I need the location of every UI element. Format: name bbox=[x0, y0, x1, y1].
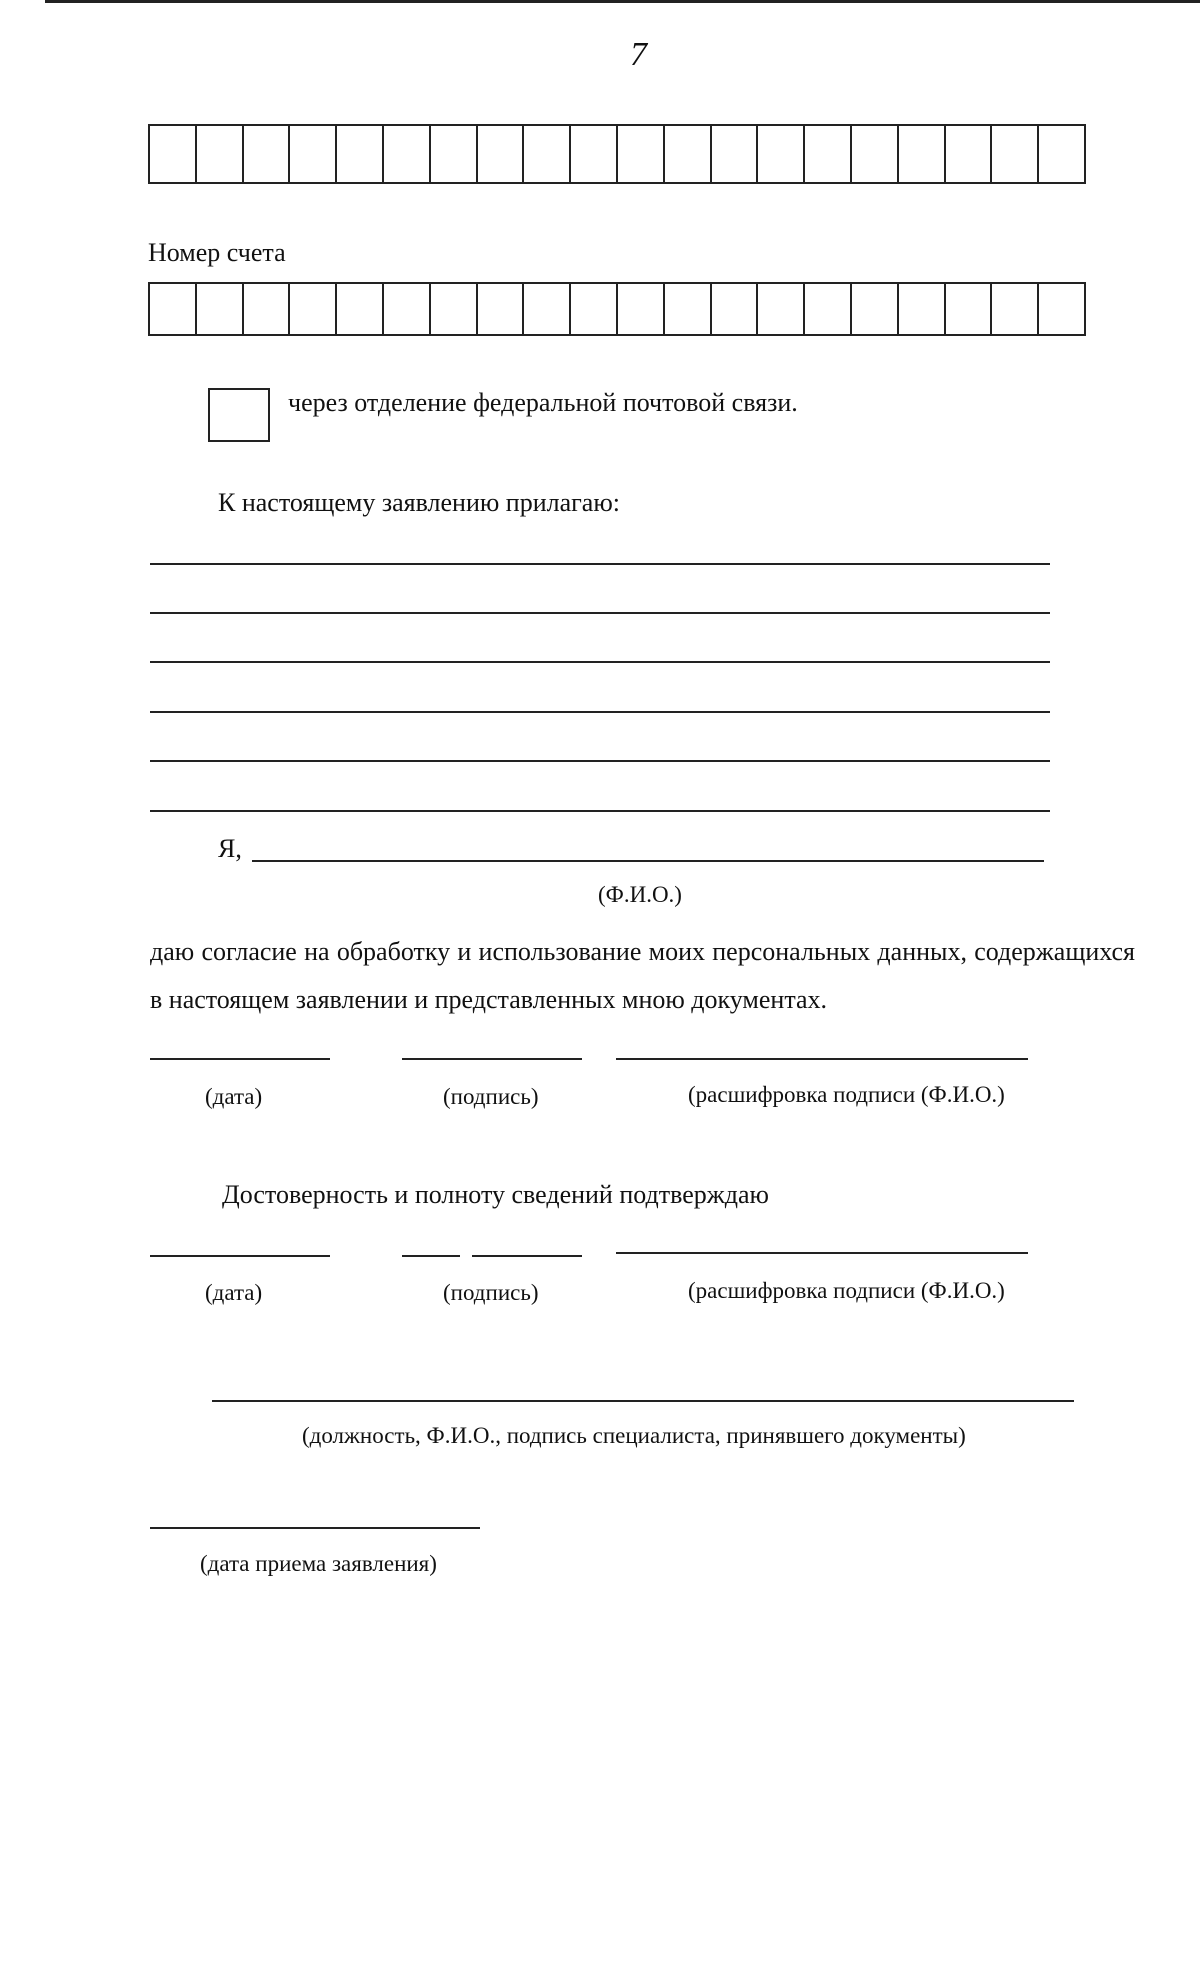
grid-cell[interactable] bbox=[150, 282, 197, 336]
attachment-line[interactable] bbox=[150, 612, 1050, 614]
attachment-line[interactable] bbox=[150, 810, 1050, 812]
attachment-line[interactable] bbox=[150, 760, 1050, 762]
account-number-label: Номер счета bbox=[148, 238, 286, 267]
grid-cell[interactable] bbox=[805, 124, 852, 184]
post-office-checkbox[interactable] bbox=[208, 388, 270, 442]
grid-cell[interactable] bbox=[1039, 124, 1086, 184]
attachment-line[interactable] bbox=[150, 711, 1050, 713]
grid-cell[interactable] bbox=[712, 282, 759, 336]
grid-cell[interactable] bbox=[150, 124, 197, 184]
post-office-label: через отделение федеральной почтовой связи. bbox=[288, 388, 798, 417]
specialist-caption: (должность, Ф.И.О., подпись специалиста, принявшего документы) bbox=[302, 1423, 966, 1448]
date-line[interactable] bbox=[150, 1058, 330, 1060]
grid-cell[interactable] bbox=[852, 282, 899, 336]
grid-cell[interactable] bbox=[665, 124, 712, 184]
signature-line[interactable] bbox=[472, 1255, 582, 1257]
consent-prefix: Я, bbox=[218, 834, 242, 863]
grid-cell[interactable] bbox=[992, 282, 1039, 336]
fio-caption: (Ф.И.О.) bbox=[598, 882, 682, 907]
grid-cell[interactable] bbox=[946, 282, 993, 336]
grid-cell[interactable] bbox=[805, 282, 852, 336]
grid-cell[interactable] bbox=[431, 124, 478, 184]
attachment-line[interactable] bbox=[150, 661, 1050, 663]
grid-cell[interactable] bbox=[899, 282, 946, 336]
fio-line[interactable] bbox=[252, 860, 1044, 862]
grid-cell[interactable] bbox=[1039, 282, 1086, 336]
top-cell-grid bbox=[148, 124, 1086, 184]
grid-cell[interactable] bbox=[478, 124, 525, 184]
decoding-caption: (расшифровка подписи (Ф.И.О.) bbox=[688, 1278, 1005, 1303]
signature-caption: (подпись) bbox=[443, 1084, 539, 1109]
grid-cell[interactable] bbox=[197, 282, 244, 336]
grid-cell[interactable] bbox=[384, 124, 431, 184]
date-line[interactable] bbox=[150, 1255, 330, 1257]
grid-cell[interactable] bbox=[478, 282, 525, 336]
grid-cell[interactable] bbox=[758, 124, 805, 184]
grid-cell[interactable] bbox=[337, 124, 384, 184]
receipt-date-line[interactable] bbox=[150, 1527, 480, 1529]
grid-cell[interactable] bbox=[992, 124, 1039, 184]
date-caption: (дата) bbox=[205, 1084, 263, 1109]
decoding-caption: (расшифровка подписи (Ф.И.О.) bbox=[688, 1082, 1005, 1107]
page-number: 7 bbox=[630, 36, 647, 73]
signature-caption: (подпись) bbox=[443, 1280, 539, 1305]
attachments-heading: К настоящему заявлению прилагаю: bbox=[218, 488, 620, 517]
date-caption: (дата) bbox=[205, 1280, 263, 1305]
grid-cell[interactable] bbox=[571, 282, 618, 336]
grid-cell[interactable] bbox=[524, 124, 571, 184]
signature-line[interactable] bbox=[402, 1255, 460, 1257]
attachment-line[interactable] bbox=[150, 563, 1050, 565]
grid-cell[interactable] bbox=[431, 282, 478, 336]
grid-cell[interactable] bbox=[618, 124, 665, 184]
grid-cell[interactable] bbox=[290, 282, 337, 336]
decoding-line[interactable] bbox=[616, 1252, 1028, 1254]
grid-cell[interactable] bbox=[524, 282, 571, 336]
consent-text: даю согласие на обработку и использование моих персональных данных, содержащихся в настоящем заявлении и представленных мною документах. bbox=[150, 937, 1135, 1014]
grid-cell[interactable] bbox=[384, 282, 431, 336]
grid-cell[interactable] bbox=[665, 282, 712, 336]
grid-cell[interactable] bbox=[290, 124, 337, 184]
grid-cell[interactable] bbox=[197, 124, 244, 184]
grid-cell[interactable] bbox=[758, 282, 805, 336]
grid-cell[interactable] bbox=[244, 282, 291, 336]
grid-cell[interactable] bbox=[244, 124, 291, 184]
confirmation-text: Достоверность и полноту сведений подтверждаю bbox=[222, 1180, 769, 1209]
grid-cell[interactable] bbox=[712, 124, 759, 184]
grid-cell[interactable] bbox=[899, 124, 946, 184]
grid-cell[interactable] bbox=[618, 282, 665, 336]
grid-cell[interactable] bbox=[852, 124, 899, 184]
signature-line[interactable] bbox=[402, 1058, 582, 1060]
decoding-line[interactable] bbox=[616, 1058, 1028, 1060]
receipt-date-caption: (дата приема заявления) bbox=[200, 1551, 437, 1576]
top-rule bbox=[45, 0, 1200, 3]
grid-cell[interactable] bbox=[571, 124, 618, 184]
account-number-grid[interactable] bbox=[148, 282, 1086, 336]
specialist-line[interactable] bbox=[212, 1400, 1074, 1402]
grid-cell[interactable] bbox=[946, 124, 993, 184]
grid-cell[interactable] bbox=[337, 282, 384, 336]
